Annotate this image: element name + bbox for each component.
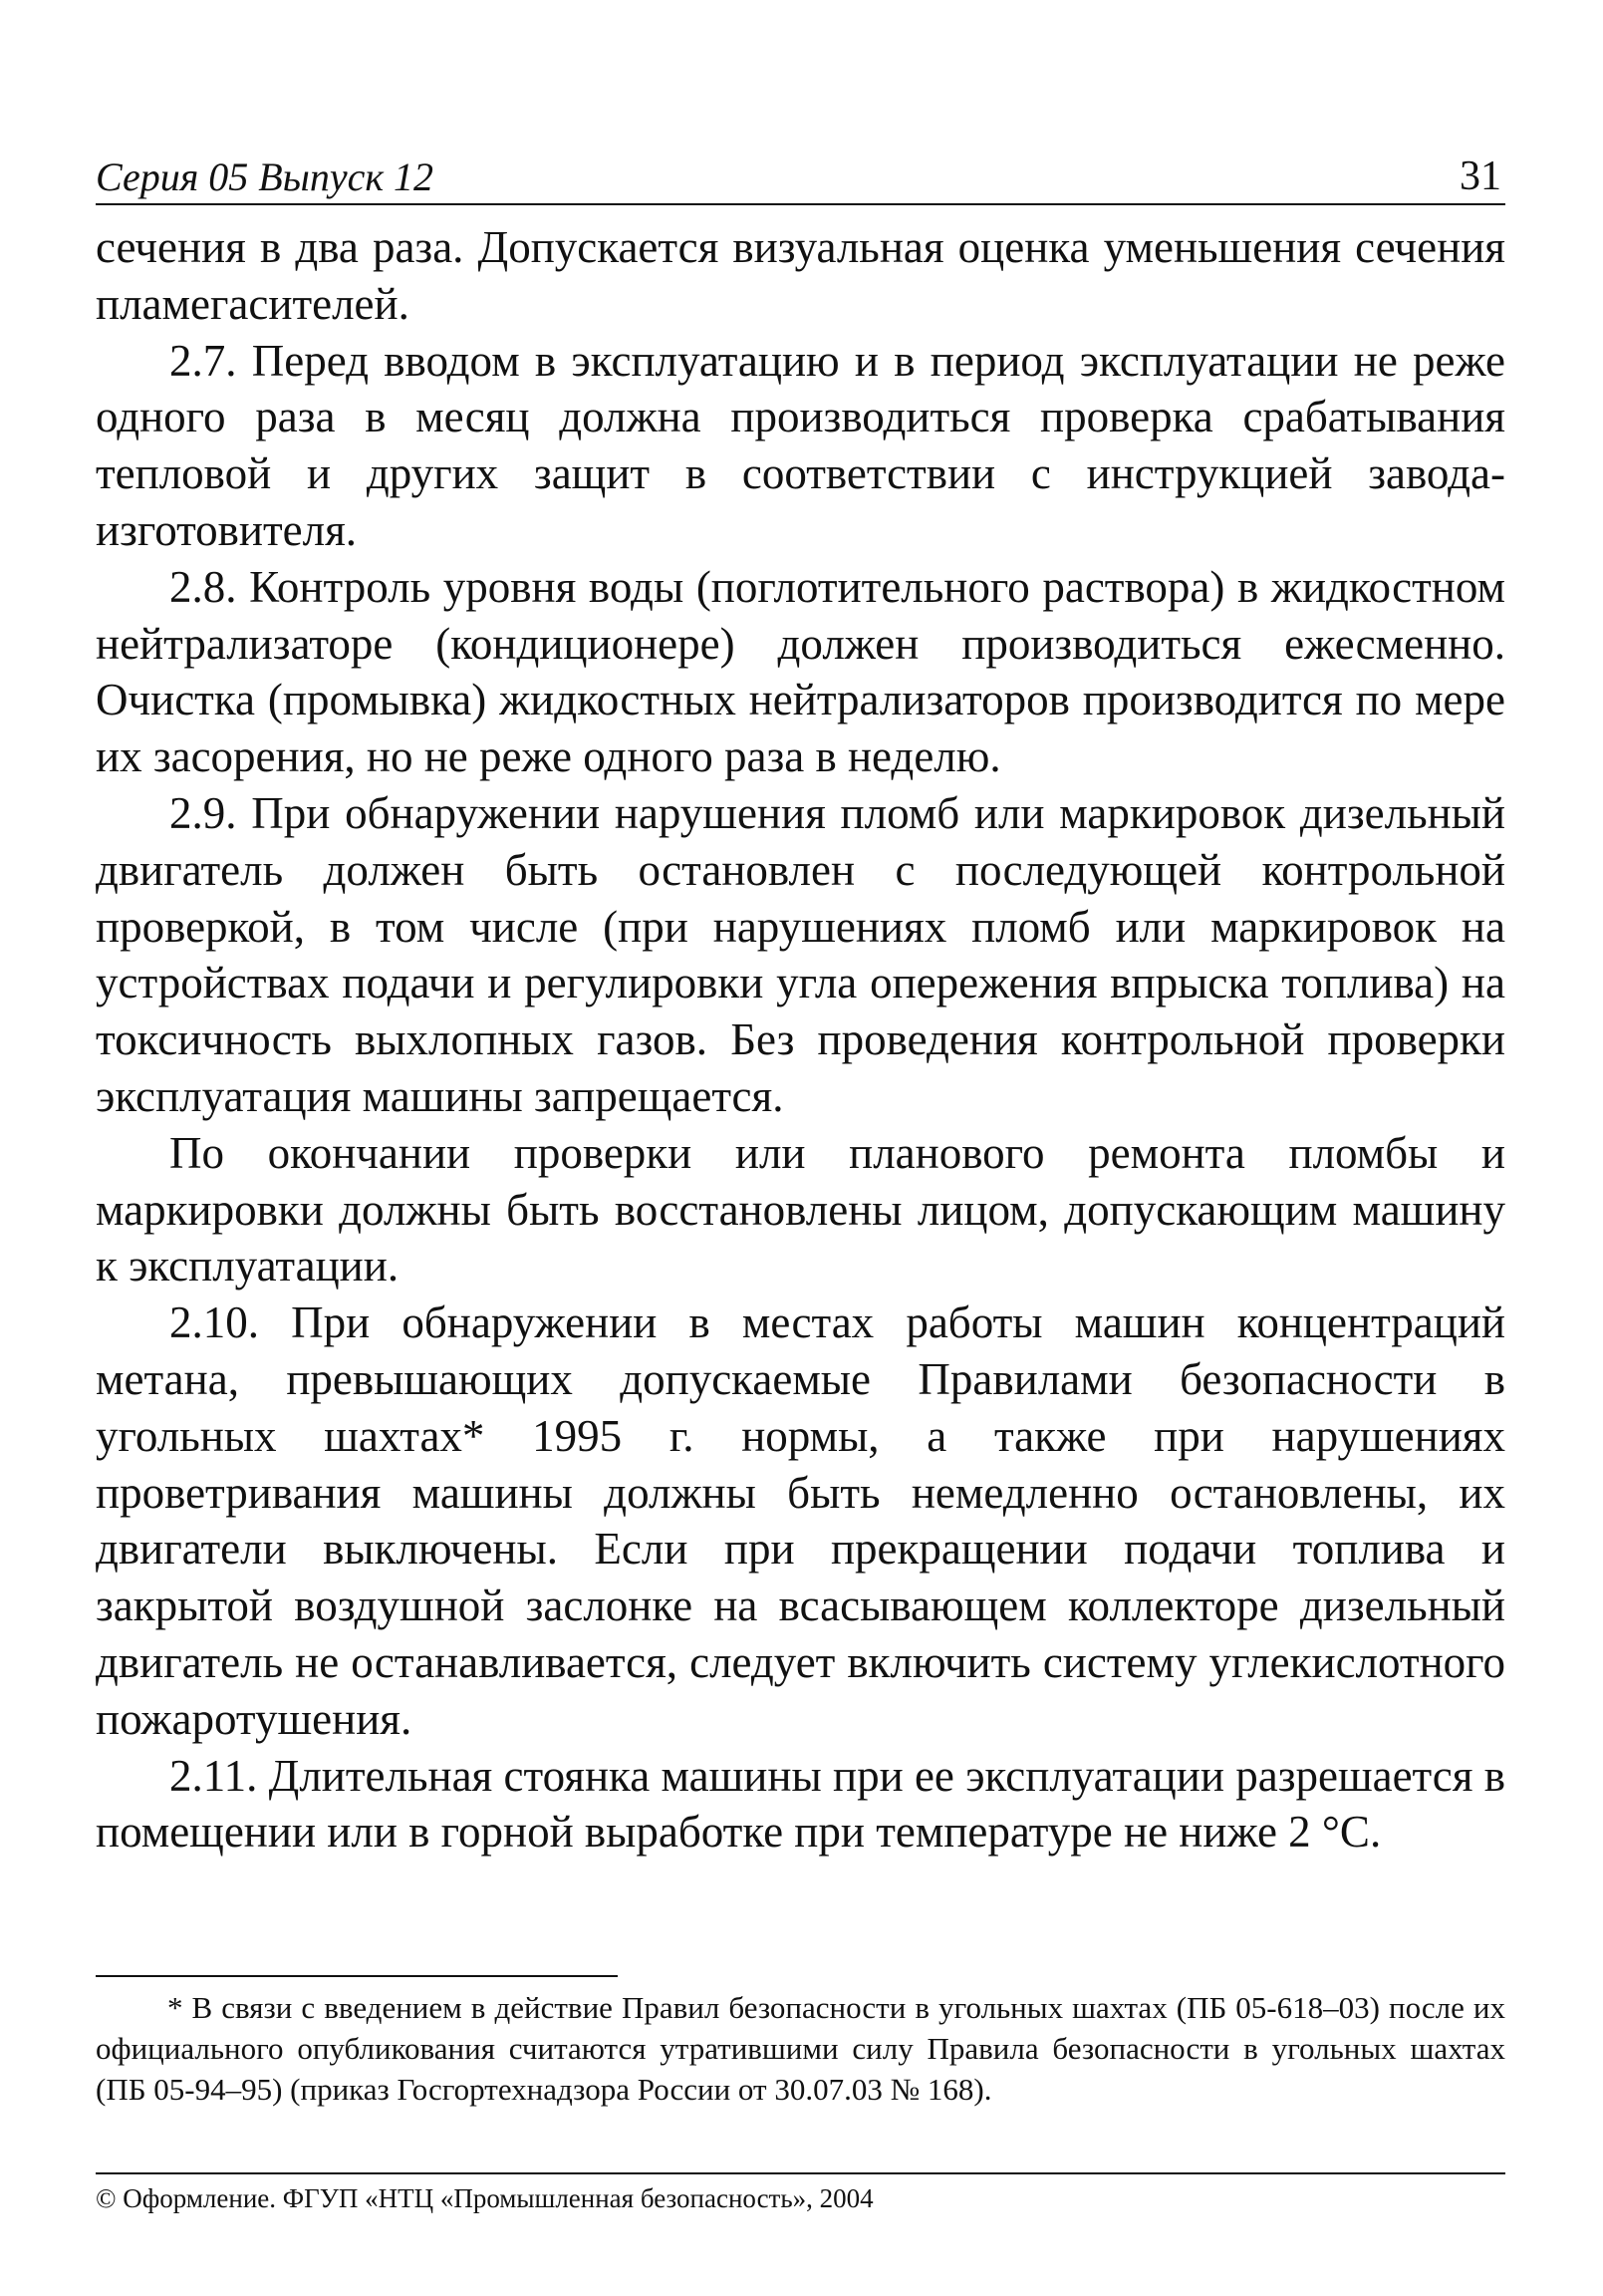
- page-number: 31: [1460, 153, 1501, 199]
- footer-divider: [96, 2172, 1505, 2174]
- series-title: Серия 05 Выпуск 12: [96, 154, 434, 199]
- paragraph-2-10: 2.10. При обнаружении в местах работы машин концентраций метана, превышающих допускаемые Правилами безопасности в угольных шахтах* 1995 г. нормы, а также при нарушениях проветривания машины должны быть немедленно остановлены, их двигатели выключены. Если при прекращении подачи топлива и закрытой воздушной заслонке на всасывающем коллекторе дизельный двигатель не останавливается, следует включить систему углекислотного пожаротушения.: [96, 1297, 1505, 1744]
- running-header: [96, 149, 1505, 205]
- body-text: [96, 219, 1505, 1861]
- paragraph-2-8: 2.8. Контроль уровня воды (поглотительного раствора) в жидкостном нейтрализаторе (кондиционере) должен производиться ежесменно. Очистка (промывка) жидкостных нейтрализаторов производится по мере их засорения, но не реже одного раза в неделю.: [96, 561, 1505, 782]
- paragraph-continuation: сечения в два раза. Допускается визуальная оценка уменьшения сечения пламегасителей.: [96, 222, 1505, 329]
- paragraph-2-7: 2.7. Перед вводом в эксплуатацию и в период эксплуатации не реже одного раза в месяц должна производиться проверка срабатывания тепловой и других защит в соответствии с инструкцией завода-изготовителя.: [96, 335, 1505, 555]
- copyright-footer: © Оформление. ФГУП «НТЦ «Промышленная безопасность», 2004: [96, 2183, 874, 2213]
- paragraph-2-9: 2.9. При обнаружении нарушения пломб или маркировок дизельный двигатель должен быть остановлен с последующей контрольной проверкой, в том числе (при нарушениях пломб или маркировок на устройствах подачи и регулировки угла опережения впрыска топлива) на токсичность выхлопных газов. Без проведения контрольной проверки эксплуатация машины запрещается.: [96, 787, 1505, 1121]
- footnote-divider: [96, 1975, 618, 1977]
- footnote: [96, 1987, 1505, 2110]
- footnote-text: * В связи с введением в действие Правил безопасности в угольных шахтах (ПБ 05-618–03) после их официального опубликования считаются утратившими силу Правила безопасности в угольных шахтах (ПБ 05-94–95) (приказ Госгортехнадзора России от 30.07.03 № 168).: [96, 1990, 1505, 2107]
- paragraph-2-11: 2.11. Длительная стоянка машины при ее эксплуатации разрешается в помещении или в горной выработке при температуре не ниже 2 °С.: [96, 1750, 1505, 1858]
- paragraph-2-9-continued: По окончании проверки или планового ремонта пломбы и маркировки должны быть восстановлены лицом, допускающим машину к эксплуатации.: [96, 1127, 1505, 1292]
